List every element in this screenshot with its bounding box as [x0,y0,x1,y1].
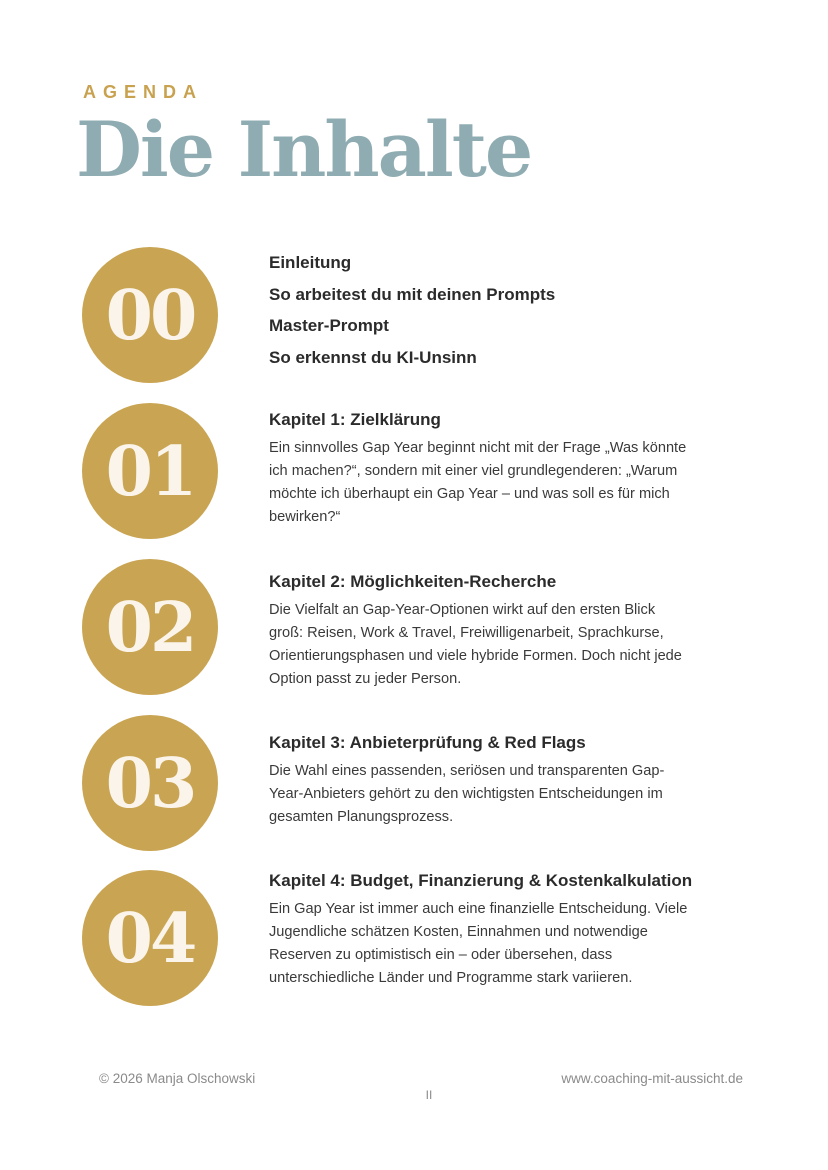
number-badge [82,247,218,383]
number-badge [82,559,218,695]
badge-number: 04 [105,899,195,979]
intro-item-ki-unsinn: So erkennst du KI-Unsinn [269,347,477,367]
intro-item-einleitung: Einleitung [269,253,352,272]
page-title: Die Inhalte [76,105,532,194]
page-number: II [425,1088,433,1102]
chapter-description: Die Wahl eines passenden, seriösen und transparenten Gap-Year-Anbieters gehört zu den wichtigsten Entscheidungen im gesamten Planungsprozess. [269,763,665,825]
number-badge [82,403,218,539]
chapter-title: Kapitel 1: Zielklärung [269,410,441,429]
chapter-title: Kapitel 4: Budget, Finanzierung & Kostenkalkulation [269,871,693,890]
chapter-content [269,869,749,990]
badge-number: 02 [105,588,195,668]
footer-website[interactable]: www.coaching-mit-aussicht.de [561,1071,743,1086]
intro-list [269,247,729,373]
badge-number: 03 [105,744,195,824]
chapter-title: Kapitel 2: Möglichkeiten-Recherche [269,572,557,591]
chapter-content [269,731,729,829]
agenda-eyebrow: AGENDA [83,82,204,102]
chapter-title: Kapitel 3: Anbieterprüfung & Red Flags [269,733,586,752]
chapter-content [269,408,729,529]
number-badge [82,870,218,1006]
badge-number: 01 [105,432,195,512]
intro-item-prompts: So arbeitest du mit deinen Prompts [269,284,556,304]
chapter-description: Ein Gap Year ist immer auch eine finanzielle Entscheidung. Viele Jugendliche schätzen Kosten, Einnahmen und notwendige Reserven zu optimistisch ein – oder übersehen, dass unterschiedliche Länder und Programme stark variieren. [269,901,688,986]
badge-number: 00 [105,276,195,356]
footer-copyright: © 2026 Manja Olschowski [99,1071,256,1086]
chapter-description: Die Vielfalt an Gap-Year-Optionen wirkt auf den ersten Blick groß: Reisen, Work & Travel, Freiwilligenarbeit, Sprachkurse, Orientierungsphasen und viele hybride Formen. Doch nicht jede Option passt zu jeder Person. [269,602,682,687]
intro-item-master-prompt: Master-Prompt [269,316,389,335]
chapter-description: Ein sinnvolles Gap Year beginnt nicht mit der Frage „Was könnte ich machen?“, sondern mit einer viel grundlegenderen: „Warum möchte ich überhaupt ein Gap Year – und was soll es für mich bewirken?“ [269,440,687,525]
number-badge [82,715,218,851]
chapter-content [269,570,729,691]
